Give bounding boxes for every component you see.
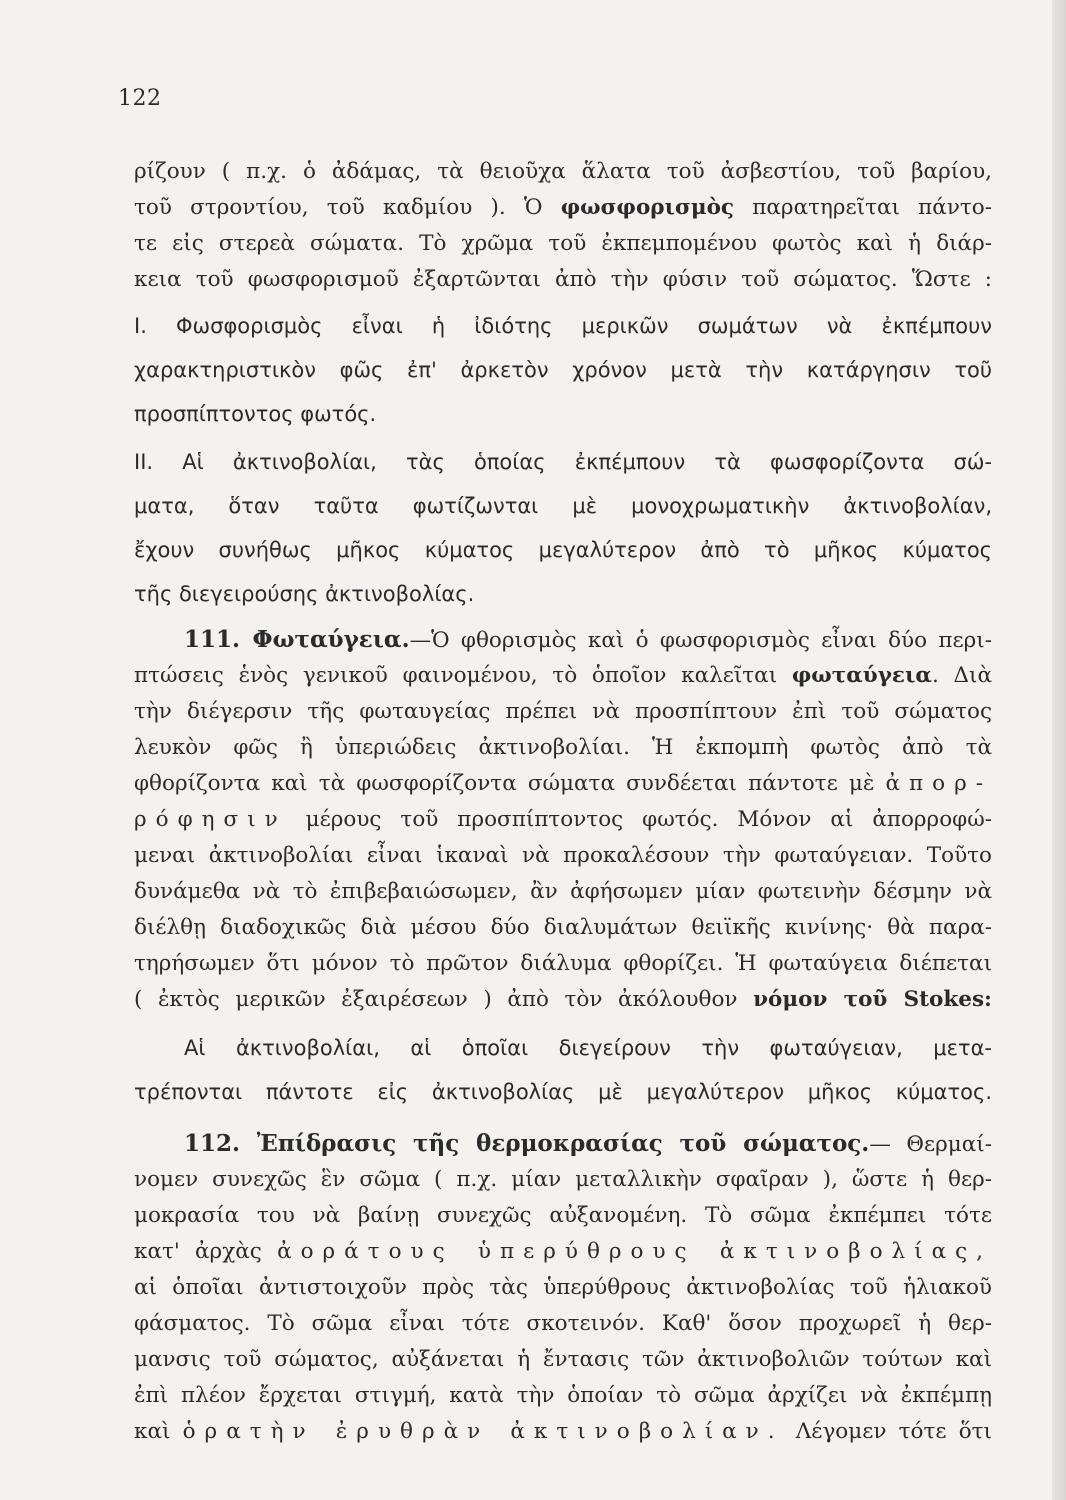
text-line xyxy=(134,984,992,1016)
text-line xyxy=(134,1272,992,1304)
section-title: Φωταύγεια. xyxy=(240,626,410,653)
rule-II-line xyxy=(134,490,992,522)
text-span: ματα, ὅταν ταῦτα φωτίζωνται μὲ μονοχρωματικὴν ἀκτινοβολίαν, xyxy=(134,494,992,518)
stokes-law-line xyxy=(184,1032,992,1064)
text-line xyxy=(134,1344,992,1376)
text-span: κεια τοῦ φωσφορισμοῦ ἐξαρτῶνται ἀπὸ τὴν φύσιν τοῦ σώματος. Ὥστε : xyxy=(134,267,992,292)
text-line xyxy=(134,1236,992,1268)
text-line xyxy=(134,1380,992,1412)
spaced-emphasis: ρόφησιν xyxy=(134,807,287,832)
section-112-heading-line xyxy=(184,1128,992,1161)
text-line xyxy=(134,264,992,296)
text-line xyxy=(134,876,992,908)
text-line xyxy=(134,912,992,944)
text-line xyxy=(134,804,992,836)
term-luminescence: φωταύγεια xyxy=(791,663,932,688)
text-span: II. Αἱ ἀκτινοβολίαι, τὰς ὁποίας ἐκπέμπουν τὰ φωσφορίζοντα σώ- xyxy=(134,450,992,474)
text-span: πτώσεις ἑνὸς γενικοῦ φαινομένου, τὸ ὁποῖον καλεῖται xyxy=(134,663,792,688)
term-phosphorescence: φωσφορισμὸς xyxy=(560,195,735,220)
text-span: . Διὰ xyxy=(931,663,992,688)
text-span: δυνάμεθα νὰ τὸ ἐπιβεβαιώσωμεν, ἂν ἀφήσωμεν μίαν φωτεινὴν δέσμην νὰ xyxy=(134,879,992,904)
rule-II-line xyxy=(134,446,992,478)
text-span: ἐπὶ πλέον ἔρχεται στιγμή, κατὰ τὴν ὁποίαν τὸ σῶμα ἀρχίζει νὰ ἐκπέμπῃ xyxy=(134,1383,992,1408)
rule-II-line xyxy=(134,578,992,610)
spaced-emphasis: ὁρατὴν ἐρυθρὰν ἀκτινοβολίαν. xyxy=(182,1419,784,1444)
text-span: καὶ xyxy=(134,1419,183,1444)
text-span: χαρακτηριστικὸν φῶς ἐπ' ἀρκετὸν χρόνον μετὰ τὴν κατάργησιν τοῦ xyxy=(134,358,992,382)
text-line xyxy=(134,732,992,764)
text-span: τρέπονται πάντοτε εἰς ἀκτινοβολίας μὲ μεγαλύτερον μῆκος κύματος. xyxy=(134,1080,992,1104)
text-line xyxy=(134,1200,992,1232)
text-line xyxy=(134,948,992,980)
text-span: τῆς διεγειρούσης ἀκτινοβολίας. xyxy=(134,582,475,606)
text-span: Λέγομεν τότε ὅτι xyxy=(783,1419,992,1444)
text-line xyxy=(134,696,992,728)
text-line xyxy=(134,768,992,800)
text-span: —Ὁ φθορισμὸς καὶ ὁ φωσφορισμὸς εἶναι δύο περι- xyxy=(409,628,993,653)
text-span: φάσματος. Τὸ σῶμα εἶναι τότε σκοτεινόν. Καθ' ὅσον προχωρεῖ ἡ θερ- xyxy=(134,1311,992,1336)
text-span: διέλθῃ διαδοχικῶς διὰ μέσου δύο διαλυμάτων θειϊκῆς κινίνης· θὰ παρα- xyxy=(134,915,992,940)
text-line xyxy=(134,660,992,692)
stokes-law-line xyxy=(134,1076,992,1108)
text-span: Αἱ ἀκτινοβολίαι, αἱ ὁποῖαι διεγείρουν τὴν φωταύγειαν, μετα- xyxy=(184,1036,992,1060)
text-span: — Θερμαί- xyxy=(869,1132,992,1157)
text-line xyxy=(134,1308,992,1340)
text-span: ρίζουν ( π.χ. ὁ ἀδάμας, τὰ θειοῦχα ἅλατα τοῦ ἀσβεστίου, τοῦ βαρίου, xyxy=(134,159,992,184)
text-line xyxy=(134,156,992,188)
text-span: κατ' ἀρχὰς xyxy=(134,1239,278,1264)
text-span: τε εἰς στερεὰ σώματα. Τὸ χρῶμα τοῦ ἐκπεμπομένου φωτὸς καὶ ἡ διάρ- xyxy=(134,231,992,256)
page-edge-shadow xyxy=(1052,0,1066,1500)
text-span: I. Φωσφορισμὸς εἶναι ἡ ἰδιότης μερικῶν σωμάτων νὰ ἐκπέμπουν xyxy=(134,314,992,338)
text-line xyxy=(134,840,992,872)
text-span: μεναι ἀκτινοβολίαι εἶναι ἱκαναὶ νὰ προκαλέσουν τὴν φωταύγειαν. Τοῦτο xyxy=(134,843,992,868)
text-span: λευκὸν φῶς ἢ ὑπεριώδεις ἀκτινοβολίαι. Ἡ ἐκπομπὴ φωτὸς ἀπὸ τὰ xyxy=(134,735,992,760)
text-span: τηρήσωμεν ὅτι μόνον τὸ πρῶτον διάλυμα φθορίζει. Ἡ φωταύγεια διέπεται xyxy=(134,951,992,976)
text-line xyxy=(134,228,992,260)
text-span: προσπίπτοντος φωτός. xyxy=(134,402,377,426)
text-span: μοκρασία του νὰ βαίνῃ συνεχῶς αὐξανομένη. Τὸ σῶμα ἐκπέμπει τότε xyxy=(134,1203,992,1228)
rule-I-line xyxy=(134,398,992,430)
rule-I-line xyxy=(134,354,992,386)
text-span: ( ἐκτὸς μερικῶν ἐξαιρέσεων ) ἀπὸ τὸν ἀκόλουθον xyxy=(134,987,754,1012)
text-span: νομεν συνεχῶς ἓν σῶμα ( π.χ. μίαν μεταλλικὴν σφαῖραν ), ὥστε ἡ θερ- xyxy=(134,1167,992,1192)
page-number: 122 xyxy=(118,86,162,111)
text-line xyxy=(134,1416,992,1448)
spaced-emphasis: ἀπορ- xyxy=(885,771,992,796)
rule-II-line xyxy=(134,534,992,566)
text-span: μανσις τοῦ σώματος, αὐξάνεται ἡ ἔντασις τῶν ἀκτινοβολιῶν τούτων καὶ xyxy=(134,1347,992,1372)
text-span: τὴν διέγερσιν τῆς φωταυγείας πρέπει νὰ προσπίπτουν ἐπὶ τοῦ σώματος xyxy=(134,699,992,724)
text-span: αἱ ὁποῖαι ἀντιστοιχοῦν πρὸς τὰς ὑπερύθρους ἀκτινοβολίας τοῦ ἡλιακοῦ xyxy=(134,1275,992,1300)
section-title: 112. Ἐπίδρασις τῆς θερμοκρασίας τοῦ σώματος. xyxy=(184,1130,870,1157)
text-line xyxy=(134,192,992,224)
text-span: ἔχουν συνήθως μῆκος κύματος μεγαλύτερον ἀπὸ τὸ μῆκος κύματος xyxy=(134,538,992,562)
stokes-law-label: νόμον τοῦ Stokes: xyxy=(753,987,992,1012)
text-span: τοῦ στροντίου, τοῦ καδμίου ). Ὁ xyxy=(134,195,561,220)
rule-I-line xyxy=(134,310,992,342)
text-span: φθορίζοντα καὶ τὰ φωσφορίζοντα σώματα συνδέεται πάντοτε μὲ xyxy=(134,771,886,796)
text-span: μέρους τοῦ προσπίπτοντος φωτός. Μόνον αἱ ἀπορροφώ- xyxy=(286,807,992,832)
spaced-emphasis: ἀοράτους ὑπερύθρους ἀκτινοβολίας, xyxy=(277,1239,992,1264)
section-number: 111. xyxy=(184,626,241,653)
text-span: παρατηρεῖται πάντο- xyxy=(734,195,992,220)
section-111-heading-line xyxy=(184,624,992,657)
text-line xyxy=(134,1164,992,1196)
